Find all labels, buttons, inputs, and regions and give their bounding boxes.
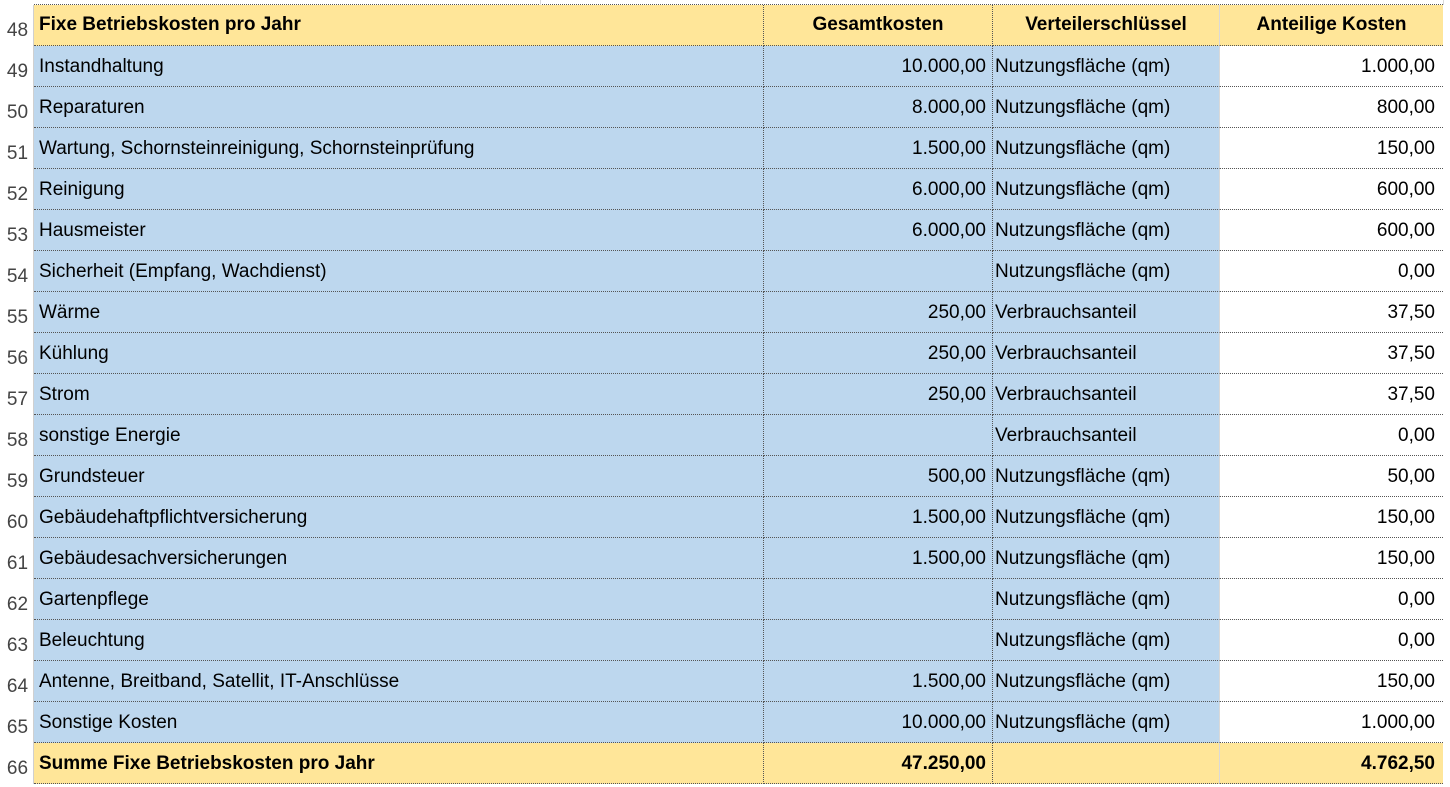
allocation-key-cell[interactable]: Nutzungsfläche (qm) — [993, 87, 1220, 128]
label-cell[interactable]: Antenne, Breitband, Satellit, IT-Anschlüsse — [34, 661, 764, 702]
row-number[interactable]: 57 — [0, 374, 34, 415]
share-cell[interactable]: 150,00 — [1220, 661, 1443, 702]
table-row — [0, 661, 1450, 702]
empty-cell[interactable] — [1443, 128, 1450, 169]
share-cell[interactable]: 37,50 — [1220, 333, 1443, 374]
share-cell[interactable]: 37,50 — [1220, 292, 1443, 333]
table-row — [0, 169, 1450, 210]
total-label-cell[interactable]: Summe Fixe Betriebskosten pro Jahr — [34, 743, 764, 784]
table-row — [0, 579, 1450, 620]
allocation-key-cell[interactable]: Nutzungsfläche (qm) — [993, 579, 1220, 620]
share-cell[interactable]: 1.000,00 — [1220, 702, 1443, 743]
share-cell[interactable]: 150,00 — [1220, 538, 1443, 579]
table-row — [0, 210, 1450, 251]
share-cell[interactable]: 600,00 — [1220, 210, 1443, 251]
table-row — [0, 46, 1450, 87]
total-allocation-key-cell[interactable] — [993, 743, 1220, 784]
total-cost-cell[interactable]: 250,00 — [764, 374, 993, 415]
row-number[interactable]: 58 — [0, 415, 34, 456]
total-cost-cell[interactable]: 1.500,00 — [764, 538, 993, 579]
label-cell[interactable]: Reparaturen — [34, 87, 764, 128]
table-row — [0, 374, 1450, 415]
table-body — [0, 46, 1450, 743]
row-number[interactable]: 51 — [0, 128, 34, 169]
header-share-cell[interactable]: Anteilige Kosten — [1220, 5, 1443, 46]
allocation-key-cell[interactable]: Nutzungsfläche (qm) — [993, 538, 1220, 579]
allocation-key-cell[interactable]: Verbrauchsanteil — [993, 333, 1220, 374]
label-cell[interactable]: Wartung, Schornsteinreinigung, Schornsteinprüfung — [34, 128, 764, 169]
empty-cell[interactable] — [1443, 538, 1450, 579]
total-cost-cell[interactable]: 1.500,00 — [764, 661, 993, 702]
allocation-key-cell[interactable]: Nutzungsfläche (qm) — [993, 128, 1220, 169]
empty-cell[interactable] — [1443, 169, 1450, 210]
share-cell[interactable]: 150,00 — [1220, 497, 1443, 538]
table-row — [0, 128, 1450, 169]
share-cell[interactable]: 0,00 — [1220, 620, 1443, 661]
row-number[interactable]: 53 — [0, 210, 34, 251]
total-cost-cell[interactable] — [764, 579, 993, 620]
empty-cell[interactable] — [1443, 579, 1450, 620]
empty-cell[interactable] — [1443, 292, 1450, 333]
table-row — [0, 333, 1450, 374]
sheet-grid — [0, 5, 1450, 784]
table-row — [0, 251, 1450, 292]
allocation-key-cell[interactable]: Nutzungsfläche (qm) — [993, 497, 1220, 538]
total-cost-cell[interactable]: 250,00 — [764, 292, 993, 333]
empty-cell[interactable] — [1443, 661, 1450, 702]
total-cost-cell[interactable]: 10.000,00 — [764, 46, 993, 87]
label-cell[interactable]: sonstige Energie — [34, 415, 764, 456]
total-cost-cell[interactable]: 1.500,00 — [764, 128, 993, 169]
total-cost-cell[interactable]: 8.000,00 — [764, 87, 993, 128]
allocation-key-cell[interactable]: Nutzungsfläche (qm) — [993, 210, 1220, 251]
row-number[interactable]: 59 — [0, 456, 34, 497]
empty-cell[interactable] — [1443, 251, 1450, 292]
header-label-cell[interactable]: Fixe Betriebskosten pro Jahr — [34, 5, 764, 46]
label-cell[interactable]: Strom — [34, 374, 764, 415]
row-number[interactable]: 49 — [0, 46, 34, 87]
share-cell[interactable]: 0,00 — [1220, 579, 1443, 620]
share-cell[interactable]: 150,00 — [1220, 128, 1443, 169]
row-number[interactable]: 55 — [0, 292, 34, 333]
share-cell[interactable]: 0,00 — [1220, 251, 1443, 292]
total-row — [0, 743, 1450, 784]
row-number[interactable]: 61 — [0, 538, 34, 579]
total-cost-cell[interactable] — [764, 620, 993, 661]
header-row — [0, 5, 1450, 46]
allocation-key-cell[interactable]: Verbrauchsanteil — [993, 292, 1220, 333]
allocation-key-cell[interactable]: Nutzungsfläche (qm) — [993, 169, 1220, 210]
row-number[interactable]: 50 — [0, 87, 34, 128]
share-cell[interactable]: 50,00 — [1220, 456, 1443, 497]
header-allocation-key-cell[interactable]: Verteilerschlüssel — [993, 5, 1220, 46]
total-cost-cell[interactable]: 6.000,00 — [764, 169, 993, 210]
row-number[interactable]: 48 — [0, 5, 34, 46]
table-row — [0, 87, 1450, 128]
empty-cell[interactable] — [1443, 415, 1450, 456]
row-number[interactable]: 52 — [0, 169, 34, 210]
empty-cell[interactable] — [1443, 333, 1450, 374]
share-cell[interactable]: 1.000,00 — [1220, 46, 1443, 87]
empty-cell[interactable] — [1443, 374, 1450, 415]
share-cell[interactable]: 800,00 — [1220, 87, 1443, 128]
total-cost-cell[interactable]: 6.000,00 — [764, 210, 993, 251]
label-cell[interactable]: Gebäudehaftpflichtversicherung — [34, 497, 764, 538]
table-row — [0, 456, 1450, 497]
table-row — [0, 538, 1450, 579]
label-cell[interactable]: Instandhaltung — [34, 46, 764, 87]
label-cell[interactable]: Reinigung — [34, 169, 764, 210]
total-cost-cell[interactable]: 500,00 — [764, 456, 993, 497]
share-cell[interactable]: 0,00 — [1220, 415, 1443, 456]
table-row — [0, 620, 1450, 661]
table-row — [0, 702, 1450, 743]
label-cell[interactable]: Wärme — [34, 292, 764, 333]
label-cell[interactable]: Gartenpflege — [34, 579, 764, 620]
share-cell[interactable]: 600,00 — [1220, 169, 1443, 210]
table-row — [0, 415, 1450, 456]
label-cell[interactable]: Gebäudesachversicherungen — [34, 538, 764, 579]
allocation-key-cell[interactable]: Verbrauchsanteil — [993, 374, 1220, 415]
row-number[interactable]: 56 — [0, 333, 34, 374]
row-number[interactable]: 60 — [0, 497, 34, 538]
total-cost-cell[interactable]: 1.500,00 — [764, 497, 993, 538]
allocation-key-cell[interactable]: Nutzungsfläche (qm) — [993, 251, 1220, 292]
empty-cell[interactable] — [1443, 5, 1450, 46]
table-row — [0, 497, 1450, 538]
label-cell[interactable]: Hausmeister — [34, 210, 764, 251]
empty-cell[interactable] — [1443, 210, 1450, 251]
allocation-key-cell[interactable]: Nutzungsfläche (qm) — [993, 702, 1220, 743]
allocation-key-cell[interactable]: Nutzungsfläche (qm) — [993, 620, 1220, 661]
header-total-cost-cell[interactable]: Gesamtkosten — [764, 5, 993, 46]
empty-cell[interactable] — [1443, 702, 1450, 743]
empty-cell[interactable] — [1443, 46, 1450, 87]
total-cost-cell[interactable] — [764, 415, 993, 456]
empty-cell[interactable] — [1443, 620, 1450, 661]
total-cost-cell[interactable]: 47.250,00 — [764, 743, 993, 784]
allocation-key-cell[interactable]: Verbrauchsanteil — [993, 415, 1220, 456]
empty-cell[interactable] — [1443, 456, 1450, 497]
empty-cell[interactable] — [1443, 743, 1450, 784]
label-cell[interactable]: Kühlung — [34, 333, 764, 374]
total-cost-cell[interactable] — [764, 251, 993, 292]
row-number[interactable]: 62 — [0, 579, 34, 620]
total-share-cell[interactable]: 4.762,50 — [1220, 743, 1443, 784]
label-cell[interactable]: Sicherheit (Empfang, Wachdienst) — [34, 251, 764, 292]
row-number[interactable]: 54 — [0, 251, 34, 292]
allocation-key-cell[interactable]: Nutzungsfläche (qm) — [993, 661, 1220, 702]
row-number[interactable]: 63 — [0, 620, 34, 661]
allocation-key-cell[interactable]: Nutzungsfläche (qm) — [993, 46, 1220, 87]
total-cost-cell[interactable]: 250,00 — [764, 333, 993, 374]
label-cell[interactable]: Beleuchtung — [34, 620, 764, 661]
row-number[interactable]: 64 — [0, 661, 34, 702]
row-number[interactable]: 66 — [0, 743, 34, 784]
label-cell[interactable]: Sonstige Kosten — [34, 702, 764, 743]
share-cell[interactable]: 37,50 — [1220, 374, 1443, 415]
row-number[interactable]: 65 — [0, 702, 34, 743]
label-cell[interactable]: Grundsteuer — [34, 456, 764, 497]
allocation-key-cell[interactable]: Nutzungsfläche (qm) — [993, 456, 1220, 497]
empty-cell[interactable] — [1443, 87, 1450, 128]
empty-cell[interactable] — [1443, 497, 1450, 538]
table-row — [0, 292, 1450, 333]
total-cost-cell[interactable]: 10.000,00 — [764, 702, 993, 743]
